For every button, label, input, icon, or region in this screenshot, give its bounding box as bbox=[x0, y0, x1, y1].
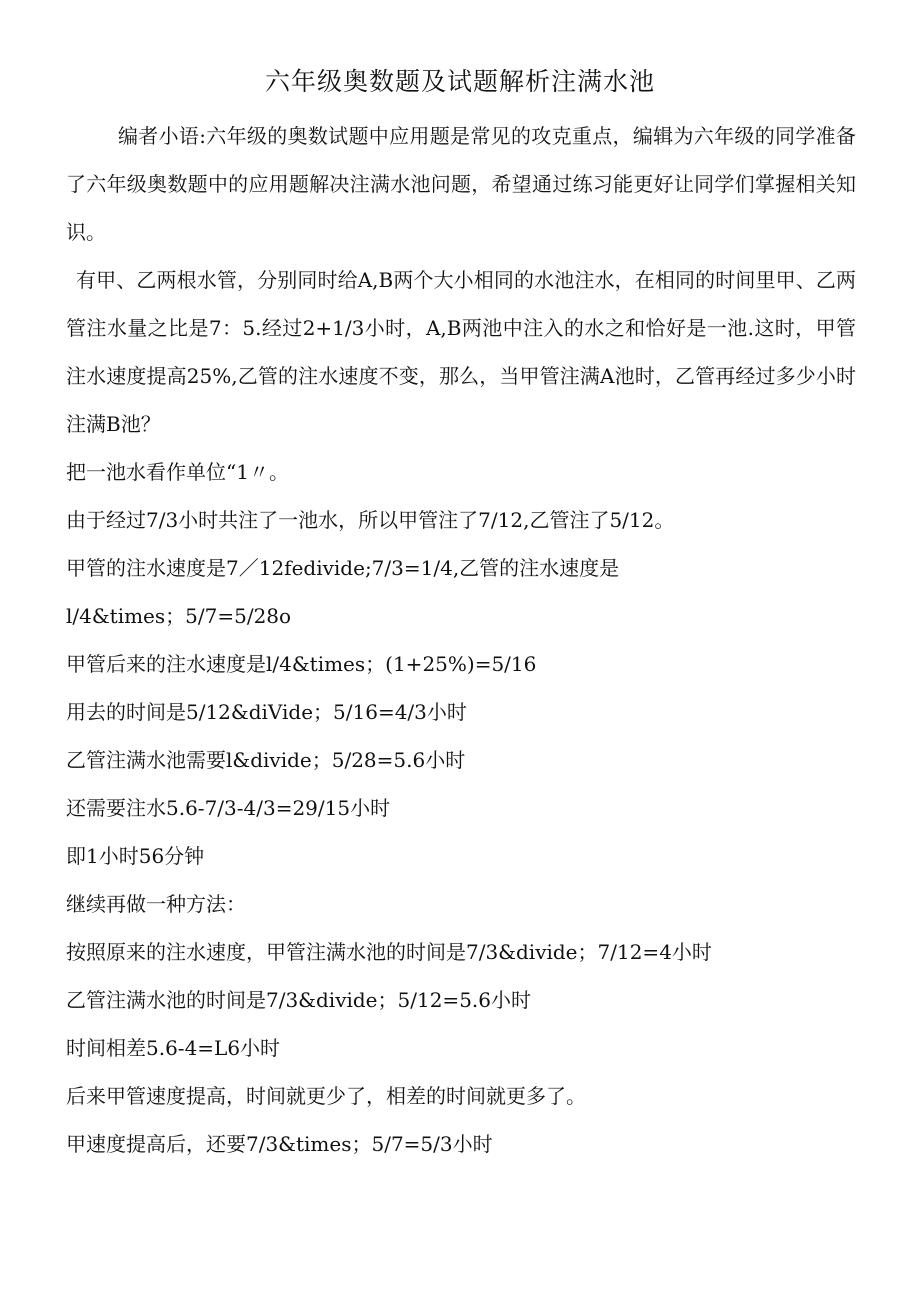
solution-line: 甲管的注水速度是7／12fedivide;7/3=1/4,乙管的注水速度是 bbox=[66, 556, 620, 580]
solution-line: 乙管注满水池的时间是7/3&divide；5/12=5.6小时 bbox=[66, 988, 531, 1012]
solution-line: 按照原来的注水速度，甲管注满水池的时间是7/3&divide；7/12=4小时 bbox=[66, 940, 712, 964]
solution-line: 甲速度提高后，还要7/3&times；5/7=5/3小时 bbox=[66, 1132, 493, 1156]
problem-paragraph: 有甲、乙两根水管，分别同时给A,B两个大小相同的水池注水，在相同的时间里甲、乙两管注水量之比是7：5.经过2+1/3小时，A,B两池中注入的水之和恰好是一池.这时，甲管注水速度提高25%,乙管的注水速度不变，那么，当甲管注满A池时，乙管再经过多少小时注满B池？ bbox=[66, 268, 856, 436]
solution-line: 即1小时56分钟 bbox=[66, 844, 205, 868]
solution-line: 用去的时间是5/12&diVide；5/16=4/3小时 bbox=[66, 700, 467, 724]
solution-line: l/4&times；5/7=5/28o bbox=[66, 604, 292, 628]
document-title: 六年级奥数题及试题解析注满水池 bbox=[264, 67, 655, 96]
solution-line: 后来甲管速度提高，时间就更少了，相差的时间就更多了。 bbox=[66, 1084, 586, 1108]
solution-line: 继续再做一种方法： bbox=[66, 892, 246, 916]
solution-line: 甲管后来的注水速度是l/4&times；(1+25%)=5/16 bbox=[66, 652, 537, 676]
solution-line: 时间相差5.6-4=L6小时 bbox=[66, 1036, 281, 1060]
solution-line: 还需要注水5.6-7/3-4/3=29/15小时 bbox=[66, 796, 391, 820]
solution-line: 把一池水看作单位“1〃。 bbox=[66, 460, 289, 484]
solution-line: 乙管注满水池需要l&divide；5/28=5.6小时 bbox=[66, 748, 466, 772]
editor-intro-paragraph: 编者小语:六年级的奥数试题中应用题是常见的攻克重点，编辑为六年级的同学准备了六年级奥数题中的应用题解决注满水池问题，希望通过练习能更好让同学们掌握相关知识。 bbox=[66, 124, 856, 244]
solution-line: 由于经过7/3小时共注了一池水，所以甲管注了7/12,乙管注了5/12。 bbox=[66, 508, 675, 532]
